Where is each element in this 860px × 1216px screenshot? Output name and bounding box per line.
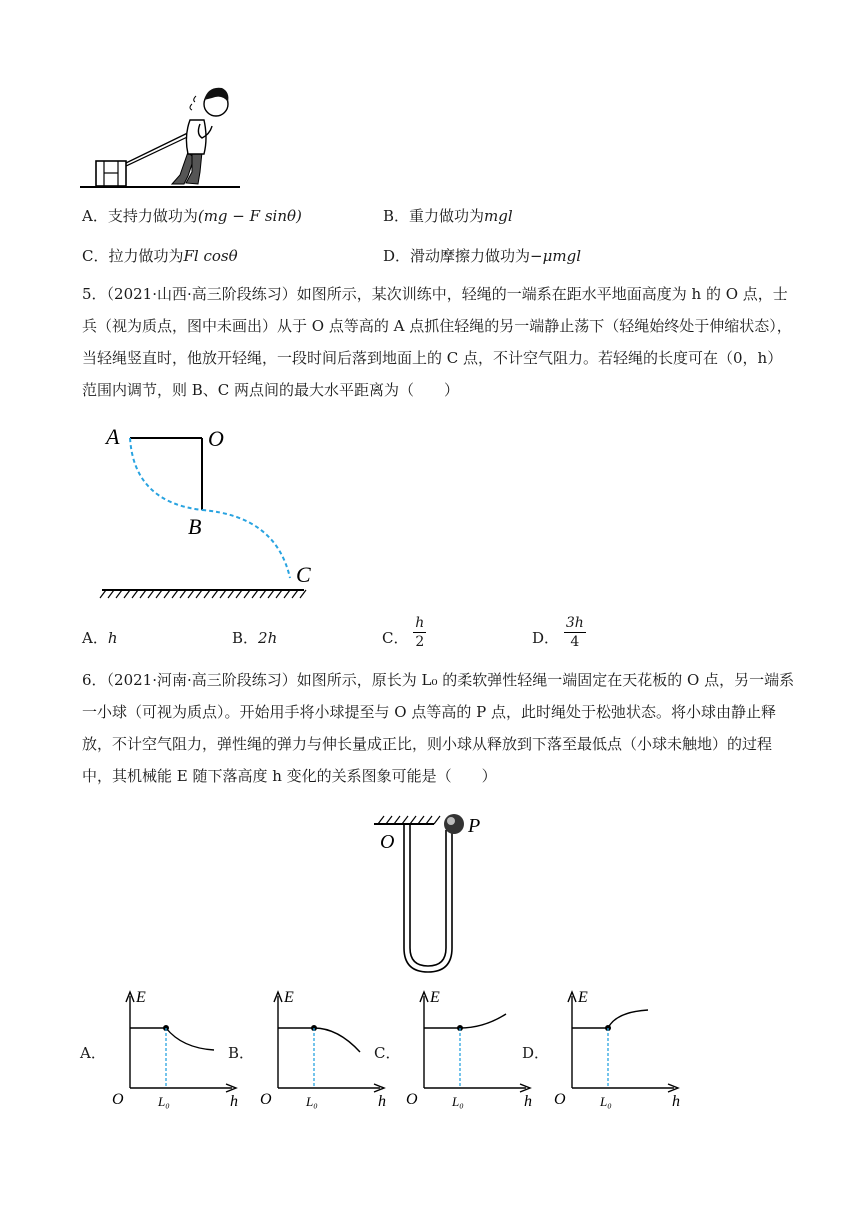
q6-line: 中，其机械能 E 随下落高度 h 变化的关系图象可能是（ ） (82, 767, 497, 785)
origin-label: O (406, 1091, 418, 1108)
q4-option-c[interactable] (82, 245, 238, 266)
option-text: 支持力做功为 (107, 207, 198, 225)
q6-line: 一小球（可视为质点）。开始用手将小球提至与 O 点等高的 P 点，此时绳处于松弛状态。将小球由静止释 (82, 703, 776, 721)
origin-label: O (260, 1091, 272, 1108)
origin-label: O (112, 1091, 124, 1108)
e-axis-label: E (284, 989, 294, 1006)
fraction-numerator: h (415, 614, 425, 631)
option-text: 重力做功为 (409, 207, 485, 225)
option-formula: (mg − F sinθ) (197, 207, 302, 225)
option-label: C． (82, 247, 109, 265)
option-label: C． (382, 629, 409, 647)
option-label: A． (80, 1044, 106, 1062)
option-label: B． (383, 207, 410, 225)
point-a-label: A (106, 424, 120, 449)
h-axis-label: h (524, 1093, 532, 1110)
option-label: D． (532, 629, 560, 647)
q6-line: 放，不计空气阻力，弹性绳的弹力与伸长量成正比，则小球从释放到下落至最低点（小球未触地）的过程 (82, 735, 773, 753)
l0-tick-label: L₀ (600, 1094, 612, 1109)
q5-line: 范围内调节，则 B、C 两点间的最大水平距离为（ ） (82, 381, 460, 399)
option-label: D． (383, 247, 411, 265)
point-o-label: O (208, 426, 224, 451)
q5-option-c[interactable] (382, 614, 426, 651)
point-b-label: B (188, 514, 202, 539)
option-formula: −μmgl (530, 247, 581, 265)
fraction-denominator: 2 (415, 633, 425, 650)
option-label: B． (232, 629, 259, 647)
l0-tick-label: L₀ (158, 1094, 170, 1109)
option-formula: mgl (484, 207, 513, 225)
h-axis-label: h (672, 1093, 680, 1110)
q4-option-b[interactable] (383, 205, 513, 226)
q5-stem (82, 278, 792, 406)
q5-option-a[interactable] (82, 627, 118, 648)
point-o-label: O (380, 831, 395, 853)
man-pulling-box-figure (80, 80, 250, 195)
energy-curve (460, 1014, 506, 1028)
energy-curve (608, 1010, 648, 1028)
option-value: h (107, 629, 118, 647)
point-c-label: C (296, 562, 311, 587)
option-label: B． (228, 1044, 255, 1062)
option-text: 滑动摩擦力做功为 (410, 247, 531, 265)
energy-curve (166, 1028, 214, 1050)
q5-swing-diagram (100, 420, 330, 605)
fraction (564, 614, 586, 651)
e-axis-label: E (430, 989, 440, 1006)
option-label: D． (522, 1044, 550, 1062)
q5-line: 当轻绳竖直时，他放开轻绳，一段时间后落到地面上的 C 点，不计空气阻力。若轻绳的长度可在（0，h） (82, 349, 783, 367)
h-axis-label: h (378, 1093, 386, 1110)
energy-curve (314, 1028, 360, 1052)
option-label: C． (374, 1044, 401, 1062)
q5-line: 兵（视为质点，图中未画出）从于 O 点等高的 A 点抓住轻绳的另一端静止荡下（轻绳始终处于伸缩状态）， (82, 317, 792, 335)
e-axis-label: E (136, 989, 146, 1006)
option-formula: Fl cosθ (183, 247, 238, 265)
option-label: A． (82, 629, 108, 647)
q4-option-a[interactable] (82, 205, 302, 226)
q4-option-d[interactable] (383, 245, 581, 266)
l0-tick-label: L₀ (306, 1094, 318, 1109)
h-axis-label: h (230, 1093, 238, 1110)
q6-stem (82, 664, 795, 792)
l0-tick-label: L₀ (452, 1094, 464, 1109)
fraction-numerator: 3h (565, 614, 584, 631)
q6-elastic-rope-diagram (370, 808, 500, 983)
option-text: 拉力做功为 (108, 247, 184, 265)
fraction-denominator: 4 (570, 633, 580, 650)
fraction (413, 614, 426, 651)
q5-option-b[interactable] (232, 627, 277, 648)
e-h-graph (552, 988, 702, 1113)
option-value: 2h (258, 629, 278, 647)
origin-label: O (554, 1091, 566, 1108)
option-label: A． (82, 207, 108, 225)
point-p-label: P (468, 815, 481, 837)
e-axis-label: E (578, 989, 588, 1006)
q5-option-d[interactable] (532, 614, 586, 651)
q6-line: 6．（2021·河南·高三阶段练习）如图所示，原长为 L₀ 的柔软弹性轻绳一端固定在天花板的 O 点，另一端系 (82, 671, 795, 689)
q5-line: 5．（2021·山西·高三阶段练习）如图所示，某次训练中，轻绳的一端系在距水平地面高度为 h 的 O 点，士 (82, 285, 788, 303)
